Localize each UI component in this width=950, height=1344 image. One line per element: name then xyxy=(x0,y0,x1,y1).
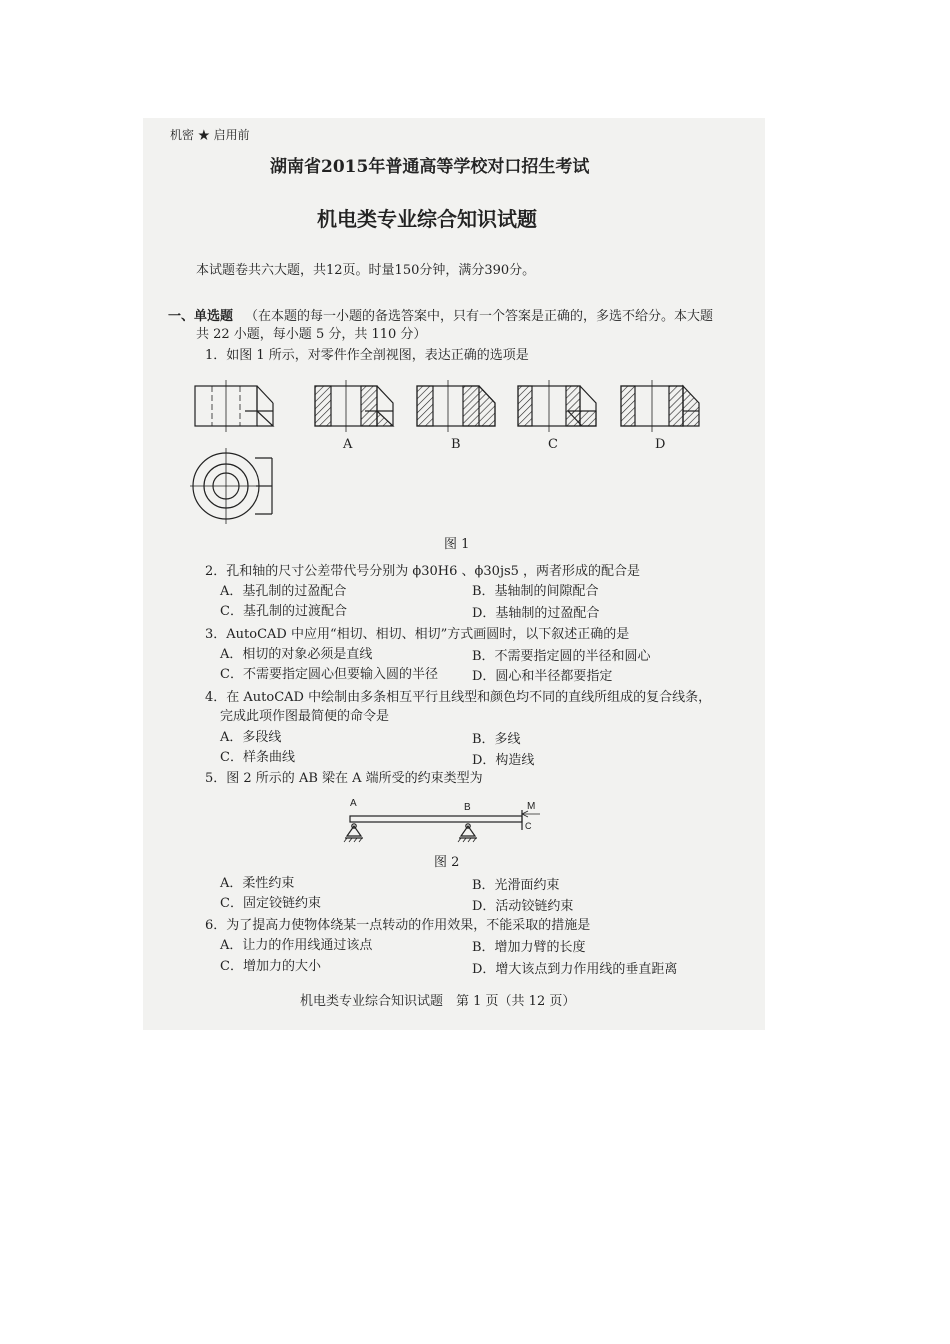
question-3-option-a: A．相切的对象必须是直线 xyxy=(220,647,373,662)
section-heading: 一、单选题 xyxy=(168,309,234,324)
subject-title: 机电类专业综合知识试题 xyxy=(317,207,537,231)
confidential-mark: 机密 ★ 启用前 xyxy=(170,128,250,142)
question-4-stem: 4．在 AutoCAD 中绘制由多条相互平行且线型和颜色均不同的直线所组成的复合线条， xyxy=(205,690,712,705)
question-6-option-c: C．增加力的大小 xyxy=(220,959,321,974)
question-5-option-d: D．活动铰链约束 xyxy=(472,899,574,914)
exam-title: 湖南省2015年普通高等学校对口招生考试 xyxy=(270,157,590,177)
question-2-option-c: C．基孔制的过渡配合 xyxy=(220,604,347,619)
figure-1-drawing xyxy=(190,378,710,548)
figure-2-point-c: C xyxy=(525,821,532,831)
question-6-option-a: A．让力的作用线通过该点 xyxy=(220,938,373,953)
top-view xyxy=(190,448,272,524)
question-4-option-b: B．多线 xyxy=(472,732,521,747)
figure-1-label-d: D xyxy=(655,437,666,452)
question-5-option-c: C．固定铰链约束 xyxy=(220,896,321,911)
question-2-option-a: A．基孔制的过盈配合 xyxy=(220,584,347,599)
figure-1-label-a: A xyxy=(343,437,353,452)
section-desc-line2: 共 22 小题，每小题 5 分，共 110 分） xyxy=(196,327,427,342)
exam-intro: 本试题卷共六大题，共12页。时量150分钟，满分390分。 xyxy=(196,263,536,278)
option-c-view xyxy=(518,380,596,432)
question-4-option-c: C．样条曲线 xyxy=(220,750,295,765)
page-footer: 机电类专业综合知识试题 第 1 页（共 12 页） xyxy=(300,994,576,1009)
figure-2-point-m: M xyxy=(527,801,536,812)
question-5-stem: 5．图 2 所示的 AB 梁在 A 端所受的约束类型为 xyxy=(205,771,483,786)
question-6-option-d: D．增大该点到力作用线的垂直距离 xyxy=(472,962,678,977)
front-view xyxy=(195,380,273,432)
question-4-stem-line2: 完成此项作图最简便的命令是 xyxy=(220,709,390,724)
figure-1-label-c: C xyxy=(548,437,558,452)
question-4-option-a: A．多段线 xyxy=(220,730,282,745)
figure-2-beam-drawing xyxy=(342,808,542,858)
question-4-option-d: D．构造线 xyxy=(472,753,535,768)
question-2-stem: 2．孔和轴的尺寸公差带代号分别为 ϕ30H6 、ϕ30js5 ，两者形成的配合是 xyxy=(205,564,641,579)
question-3-option-c: C．不需要指定圆心但要输入圆的半径 xyxy=(220,667,438,682)
question-2-option-b: B．基轴制的间隙配合 xyxy=(472,584,599,599)
question-6-stem: 6．为了提高力使物体绕某一点转动的作用效果，不能采取的措施是 xyxy=(205,918,591,933)
question-5-option-a: A．柔性约束 xyxy=(220,876,295,891)
figure-1-label-b: B xyxy=(451,437,461,452)
option-b-view xyxy=(417,380,495,432)
question-3-stem: 3．AutoCAD 中应用“相切、相切、相切”方式画圆时，以下叙述正确的是 xyxy=(205,627,630,642)
figure-2-point-a: A xyxy=(350,798,357,809)
question-1-stem: 1．如图 1 所示，对零件作全剖视图，表达正确的选项是 xyxy=(205,348,529,363)
beam-ab xyxy=(350,816,522,822)
section-desc-line1: （在本题的每一小题的备选答案中，只有一个答案是正确的，多选不给分。本大题 xyxy=(245,309,714,324)
question-5-option-b: B．光滑面约束 xyxy=(472,878,560,893)
figure-1-caption: 图 1 xyxy=(444,537,470,552)
figure-2-caption: 图 2 xyxy=(434,855,460,870)
option-a-view xyxy=(315,380,393,432)
figure-2-point-b: B xyxy=(464,802,471,813)
question-3-option-d: D．圆心和半径都要指定 xyxy=(472,669,613,684)
question-2-option-d: D．基轴制的过盈配合 xyxy=(472,606,600,621)
question-6-option-b: B．增加力臂的长度 xyxy=(472,940,586,955)
support-b-icon xyxy=(458,824,477,842)
option-d-view xyxy=(621,380,699,432)
question-3-option-b: B．不需要指定圆的半径和圆心 xyxy=(472,649,651,664)
support-a-icon xyxy=(344,824,363,842)
